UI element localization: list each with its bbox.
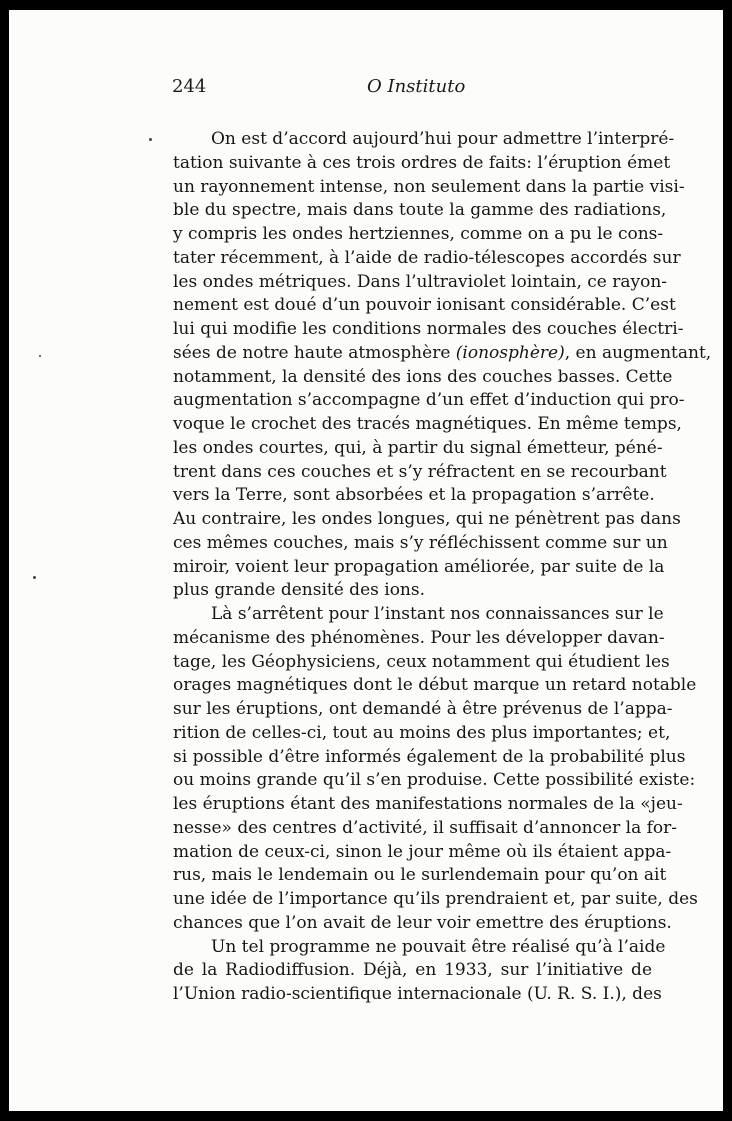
- text-line: On est d’accord aujourd’hui pour admettre l’interpré-: [211, 129, 675, 149]
- text-line: tage, les Géophysiciens, ceux notamment qui étudient les: [173, 651, 670, 672]
- page-number: 244: [172, 76, 207, 97]
- paragraph: [173, 603, 698, 936]
- paragraph: [173, 128, 712, 603]
- text-line: l’Union radio-scientifique internacionale (U. R. S. I.), des: [173, 984, 662, 1004]
- italic-term: (ionosphère): [455, 342, 565, 363]
- text-line: y compris les ondes hertziennes, comme on a pu le cons-: [173, 224, 664, 244]
- scan-speck: [149, 138, 152, 141]
- text-line: ou moins grande qu’il s’en produise. Cette possibilité existe:: [173, 770, 696, 791]
- text-line: sur les éruptions, ont demandé à être prévenus de l’appa-: [173, 699, 673, 719]
- text-line: les éruptions étant des manifestations normales de la «jeu-: [173, 794, 683, 814]
- text-line: voque le crochet des tracés magnétiques. En même temps,: [173, 414, 682, 434]
- text-line: trent dans ces couches et s’y réfractent en se recourbant: [173, 461, 667, 482]
- running-title: O Instituto: [367, 76, 466, 97]
- text-line: tation suivante à ces trois ordres de faits: l’éruption émet: [173, 152, 671, 173]
- text-line: Là s’arrêtent pour l’instant nos connaissances sur le: [211, 604, 664, 624]
- text-line: si possible d’être informés également de la probabilité plus: [173, 746, 686, 767]
- page-header: [9, 76, 723, 106]
- paragraph: [173, 936, 666, 1007]
- text-line: mécanisme des phénomènes. Pour les développer davan-: [173, 627, 665, 648]
- body-text: [173, 128, 712, 1007]
- scan-speck: [33, 576, 36, 579]
- text-line: nement est doué d’un pouvoir ionisant considérable. C’est: [173, 295, 676, 316]
- text-line: rition de celles-ci, tout au moins des plus importantes; et,: [173, 722, 671, 743]
- text-segment: sées de notre haute atmosphère: [173, 342, 456, 363]
- text-line: ble du spectre, mais dans toute la gamme des radiations,: [173, 200, 667, 221]
- text-line: ces mêmes couches, mais s’y réfléchissent comme sur un: [173, 532, 668, 553]
- text-segment: , en augmentant,: [564, 342, 712, 363]
- text-line: une idée de l’importance qu’ils prendraient et, par suite, des: [173, 889, 698, 909]
- text-line: lui qui modifie les conditions normales des couches électri-: [173, 319, 684, 339]
- text-line: les ondes courtes, qui, à partir du signal émetteur, péné-: [173, 437, 663, 458]
- text-line: nesse» des centres d’activité, il suffisait d’annoncer la for-: [173, 817, 678, 838]
- text-line: mation de ceux-ci, sinon le jour même où ils étaient appa-: [173, 841, 672, 862]
- text-line: rus, mais le lendemain ou le surlendemain pour qu’on ait: [173, 865, 667, 886]
- book-page: [9, 10, 723, 1111]
- text-line: Au contraire, les ondes longues, qui ne pénètrent pas dans: [173, 509, 681, 529]
- text-line: vers la Terre, sont absorbées et la propagation s’arrête.: [173, 485, 655, 506]
- text-line: plus grande densité des ions.: [173, 580, 426, 601]
- text-line: tater récemment, à l’aide de radio-télescopes accordés sur: [173, 247, 681, 268]
- text-line: orages magnétiques dont le début marque un retard notable: [173, 675, 697, 696]
- text-line: augmentation s’accompagne d’un effet d’induction qui pro-: [173, 390, 685, 411]
- text-line: Un tel programme ne pouvait être réalisé qu’à l’aide: [211, 936, 666, 957]
- text-line: miroir, voient leur propagation améliorée, par suite de la: [173, 556, 665, 577]
- text-line: de la Radiodiffusion. Déjà, en 1933, sur l’initiative de: [173, 960, 652, 981]
- text-line: [173, 342, 712, 366]
- text-line: les ondes métriques. Dans l’ultraviolet lointain, ce rayon-: [173, 271, 668, 292]
- text-line: un rayonnement intense, non seulement dans la partie visi-: [173, 176, 685, 197]
- scan-speck: [39, 355, 41, 357]
- text-line: chances que l’on avait de leur voir emettre des éruptions.: [173, 912, 672, 933]
- text-line: notamment, la densité des ions des couches basses. Cette: [173, 366, 673, 387]
